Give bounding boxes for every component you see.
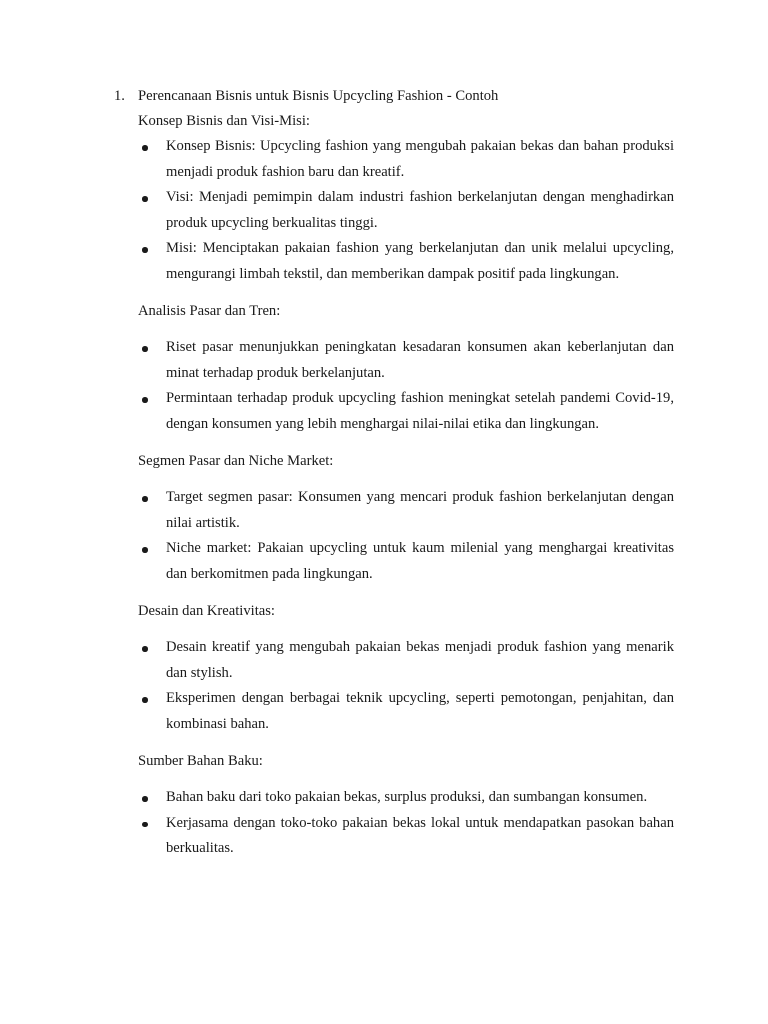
list-item-text: Misi: Menciptakan pakaian fashion yang berkelanjutan dan unik melalui upcycling, mengurangi limbah tekstil, dan memberikan dampak positif pada lingkungan. — [166, 240, 674, 282]
bullet-icon — [142, 646, 148, 652]
section-title: Konsep Bisnis dan Visi-Misi: — [138, 113, 310, 129]
heading-number: 1. — [114, 88, 125, 104]
section-title: Analisis Pasar dan Tren: — [138, 303, 281, 319]
list-item — [138, 686, 674, 737]
list-item-text: Eksperimen dengan berbagai teknik upcycling, seperti pemotongan, penjahitan, dan kombinasi bahan. — [166, 690, 674, 732]
section-sumber-bahan-baku — [138, 751, 674, 862]
list-item-text: Bahan baku dari toko pakaian bekas, surplus produksi, dan sumbangan konsumen. — [166, 789, 648, 805]
bullet-icon — [142, 346, 148, 352]
list-item — [138, 811, 674, 862]
section-analisis-pasar — [138, 301, 674, 437]
list-item-text: Niche market: Pakaian upcycling untuk kaum milenial yang menghargai kreativitas dan berkomitmen pada lingkungan. — [166, 540, 674, 582]
bullet-list — [138, 134, 674, 287]
bullet-list — [138, 485, 674, 587]
heading-title: Perencanaan Bisnis untuk Bisnis Upcycling Fashion - Contoh — [138, 88, 499, 104]
list-item — [138, 635, 674, 686]
section-segmen-pasar — [138, 451, 674, 587]
bullet-icon — [142, 247, 148, 253]
list-item — [138, 536, 674, 587]
list-item-text: Riset pasar menunjukkan peningkatan kesadaran konsumen akan keberlanjutan dan minat terhadap produk berkelanjutan. — [166, 339, 674, 381]
list-item-text: Target segmen pasar: Konsumen yang mencari produk fashion berkelanjutan dengan nilai artistik. — [166, 489, 674, 531]
section-title: Sumber Bahan Baku: — [138, 753, 263, 769]
section-title: Segmen Pasar dan Niche Market: — [138, 453, 334, 469]
list-item-text: Kerjasama dengan toko-toko pakaian bekas lokal untuk mendapatkan pasokan bahan berkualitas. — [166, 814, 674, 856]
section-title: Desain dan Kreativitas: — [138, 603, 275, 619]
list-item — [138, 485, 674, 536]
bullet-icon — [142, 397, 148, 403]
list-item — [138, 185, 674, 236]
section-konsep-bisnis — [138, 111, 674, 287]
document-body — [138, 111, 674, 882]
bullet-icon — [142, 697, 148, 703]
list-item-text: Permintaan terhadap produk upcycling fashion meningkat setelah pandemi Covid-19, dengan konsumen yang lebih menghargai nilai-nilai etika dan lingkungan. — [166, 390, 674, 432]
list-item — [138, 335, 674, 386]
list-item-text: Visi: Menjadi pemimpin dalam industri fashion berkelanjutan dengan menghadirkan produk upcycling berkualitas tinggi. — [166, 189, 674, 231]
bullet-list — [138, 785, 674, 862]
list-item-text: Konsep Bisnis: Upcycling fashion yang mengubah pakaian bekas dan bahan produksi menjadi produk fashion baru dan kreatif. — [166, 138, 674, 180]
bullet-icon — [142, 822, 148, 828]
list-item — [138, 134, 674, 185]
bullet-icon — [142, 196, 148, 202]
bullet-icon — [142, 796, 148, 802]
bullet-icon — [142, 496, 148, 502]
list-item-text: Desain kreatif yang mengubah pakaian bekas menjadi produk fashion yang menarik dan stylish. — [166, 639, 674, 681]
bullet-icon — [142, 145, 148, 151]
list-item — [138, 386, 674, 437]
list-item — [138, 785, 674, 811]
bullet-icon — [142, 547, 148, 553]
bullet-list — [138, 635, 674, 737]
list-item — [138, 236, 674, 287]
section-desain-kreativitas — [138, 601, 674, 737]
bullet-list — [138, 335, 674, 437]
